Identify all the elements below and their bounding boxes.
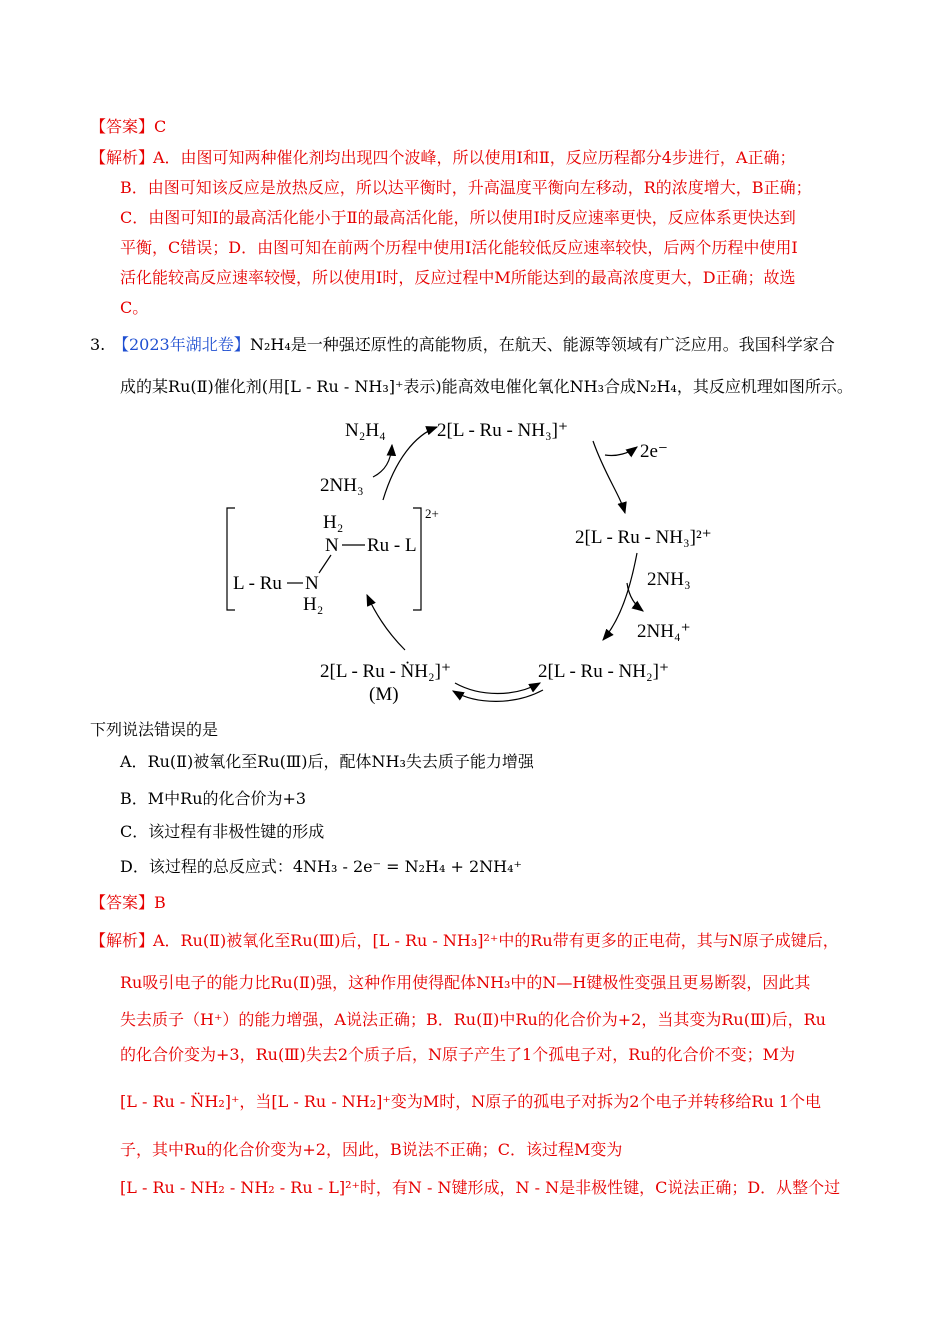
analysis-line: 子，其中Ru的化合价变为+2，因此，B说法不正确；C．该过程M变为 — [120, 1140, 623, 1159]
option-text: 该过程的总反应式：4NH₃ - 2e⁻ = N₂H₄ + 2NH₄⁺ — [148, 857, 522, 876]
prev-analysis-line: C。 — [120, 298, 149, 317]
dimer-h2-bottom: H₂ — [303, 594, 324, 615]
analysis-line: Ru吸引电子的能力比Ru(Ⅱ)强，这种作用使得配体NH₃中的N—H键极性变强且更易断裂，因此其 — [120, 973, 811, 992]
option-text: M中Ru的化合价为+3 — [147, 789, 307, 808]
analysis-line: [L - Ru - N̈H₂]⁺，当[L - Ru - NH₂]⁺变为M时，N原子的孤电子对拆为2个电子并转移给Ru 1个电 — [120, 1092, 822, 1111]
answer — [90, 893, 166, 913]
top-species: 2[L - Ru - NH₃]⁺ — [437, 420, 568, 441]
prev-answer-value: C — [154, 117, 167, 136]
prev-analysis-line: A．由图可知两种催化剂均出现四个波峰，所以使用Ⅰ和Ⅱ，反应历程都分4步进行，A正确； — [153, 148, 796, 167]
formula-complex: [L - Ru - NH₃]⁺ — [283, 377, 404, 396]
cycle-arrow — [383, 427, 437, 500]
question-line1 — [250, 335, 835, 355]
right-species: 2[L - Ru - NH₃]²⁺ — [575, 527, 712, 548]
bond-line — [319, 555, 331, 573]
analysis-label: 【解析】 — [90, 931, 155, 950]
bottom-left-species: 2[L - Ru - ṄH₂]⁺ — [320, 661, 451, 682]
question-text: 表示)能高效电催化氧化 — [403, 377, 570, 396]
analysis-line: 失去质子（H⁺）的能力增强，A说法正确；B．Ru(Ⅱ)中Ru的化合价为+2，当其变为Ru(Ⅲ)后，Ru — [120, 1010, 826, 1029]
question-line2 — [120, 377, 853, 397]
question-source: 【2023年湖北卷】 — [113, 335, 250, 354]
dimer-ru-l: Ru - L — [367, 535, 417, 556]
dimer-n-top: N — [325, 535, 339, 556]
option-b — [120, 789, 306, 809]
prev-answer — [90, 117, 166, 137]
electron-label: 2e⁻ — [640, 441, 668, 462]
dimer-h2-top: H₂ — [323, 512, 344, 533]
right-reagent: 2NH₃ — [647, 569, 691, 590]
formula-n2h4: N₂H₄ — [636, 377, 677, 396]
formula-nh3: NH₃ — [569, 377, 605, 396]
dimer-n-bottom: N — [305, 573, 319, 594]
right-product: 2NH₄⁺ — [637, 621, 691, 642]
formula-n2h4: N₂H₄ — [250, 335, 291, 354]
option-letter: A． — [120, 752, 148, 771]
option-d — [120, 857, 522, 877]
prev-analysis-line: B．由图可知该反应是放热反应，所以达平衡时，升高温度平衡向左移动，R的浓度增大，B正确； — [120, 178, 812, 197]
analysis-line: 的化合价变为+3，Ru(Ⅲ)失去2个质子后，N原子产生了1个孤电子对，Ru的化合价不变；M为 — [120, 1045, 795, 1064]
question-text: 成的某 — [120, 377, 169, 396]
equilibrium-arrow — [455, 683, 540, 694]
top-product: N₂H₄ — [345, 420, 386, 441]
prev-analysis-line: C．由图可知Ⅰ的最高活化能小于Ⅱ的最高活化能，所以使用Ⅰ时反应速率更快，反应体系更快达到 — [120, 208, 796, 227]
prev-analysis-label: 【解析】 — [90, 148, 155, 167]
question-text: (Ⅱ)催化剂(用 — [190, 377, 284, 396]
dimer-l-ru: L - Ru — [233, 573, 282, 594]
left-reagent: 2NH₃ — [320, 475, 364, 496]
option-letter: D． — [120, 857, 149, 876]
dimer-charge: 2+ — [425, 506, 439, 521]
question-stem: 下列说法错误的是 — [90, 720, 219, 739]
answer-value: B — [154, 893, 166, 912]
question-number: 3. — [90, 335, 106, 354]
formula-ru: Ru — [168, 377, 191, 396]
option-a — [120, 752, 534, 772]
option-text: Ru(Ⅱ)被氧化至Ru(Ⅲ)后，配体NH₃失去质子能力增强 — [147, 752, 534, 771]
analysis-line: [L - Ru - NH₂ - NH₂ - Ru - L]²⁺时，有N - N键形成，N - N是非极性键，C说法正确；D．从整个过 — [120, 1178, 841, 1197]
option-letter: B． — [120, 789, 148, 808]
cycle-arrow — [593, 441, 625, 513]
branch-arrow — [605, 447, 637, 456]
right-bracket — [413, 508, 421, 610]
question-text: ，其反应机理如图所示。 — [676, 377, 853, 396]
option-letter: C． — [120, 822, 149, 841]
option-c — [120, 822, 324, 842]
branch-arrow — [373, 445, 392, 477]
cycle-arrow — [603, 553, 637, 640]
equilibrium-arrow — [453, 690, 543, 701]
question-text: 合成 — [604, 377, 637, 396]
prev-answer-label: 【答案】 — [90, 117, 155, 136]
question-text: 是一种强还原性的高能物质，在航天、能源等领域有广泛应用。我国科学家合 — [290, 335, 835, 354]
prev-analysis-line: 平衡，C错误；D．由图可知在前两个历程中使用Ⅰ活化能较低反应速率较快，后两个历程中使用Ⅰ — [120, 238, 798, 257]
bottom-right-species: 2[L - Ru - NH₂]⁺ — [538, 661, 669, 682]
cycle-arrow — [367, 595, 405, 650]
reaction-mechanism-diagram — [215, 405, 735, 710]
answer-label: 【答案】 — [90, 893, 155, 912]
m-label: (M) — [369, 684, 399, 705]
analysis-line: A．Ru(Ⅱ)被氧化至Ru(Ⅲ)后，[L - Ru - NH₃]²⁺中的Ru带有更多的正电荷，其与N原子成键后， — [153, 931, 839, 950]
left-bracket — [227, 508, 235, 610]
prev-analysis-line: 活化能较高反应速率较慢，所以使用Ⅰ时，反应过程中M所能达到的最高浓度更大，D正确；故选 — [120, 268, 796, 287]
option-text: 该过程有非极性键的形成 — [148, 822, 325, 841]
